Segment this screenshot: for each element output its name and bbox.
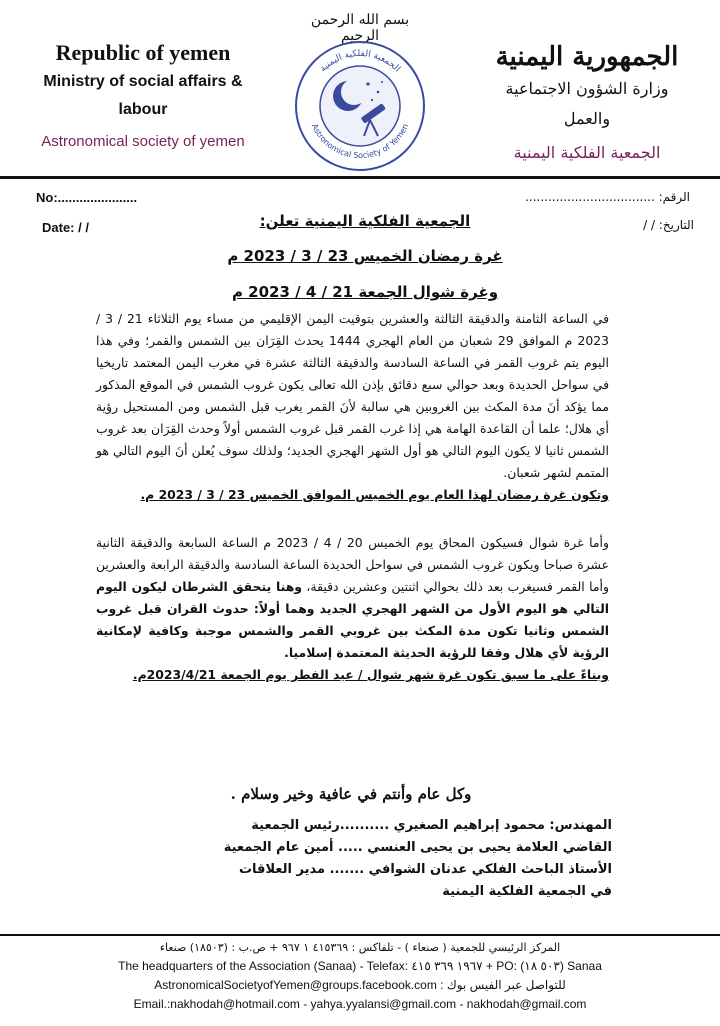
en-society: Astronomical society of yemen (41, 133, 245, 150)
footer-emails: Email.:nakhodah@hotmail.com - yahya.yyalansi@gmail.com - nakhodah@gmail.com (133, 997, 587, 1011)
footer-arabic-address: المركز الرئيسي للجمعية ( صنعاء ) - تلفاكس : ٤١٥٣٦٩ ١ ٩٦٧ + ص.ب : (١٨٥٠٣) صنعاء (159, 941, 561, 954)
signature-relations-director: الأستاذ الباحث الفلكي عدنان الشوافي ....... مدير العلاقات (238, 862, 612, 877)
shawwal-paragraph (96, 532, 609, 664)
signature-organization: في الجمعية الفلكية اليمنية (442, 884, 612, 899)
signature-president: المهندس: محمود إبراهيم الصغيري ..........رئيس الجمعية (251, 818, 612, 833)
bismillah-calligraphy: بسم الله الرحمن الرحيم (310, 12, 410, 44)
shawwal-start-date: وغرة شوال الجمعة 21 / 4 / 2023 م (231, 283, 499, 301)
en-country: Republic of yemen (55, 40, 231, 65)
society-logo (290, 36, 430, 176)
logo-ring-english: Astronomical Society of Yemen (309, 122, 411, 161)
english-date-field: Date: / / (42, 220, 89, 235)
ar-country: الجمهورية اليمنية (495, 42, 679, 72)
ramadan-conclusion: وتكون غرة رمضان لهذا العام يوم الخميس الموافق الخميس 23 / 3 / 2023 م. (140, 487, 609, 502)
arabic-reference-field: الرقم: .................................. (525, 190, 690, 204)
footer-facebook: AstronomicalSocietyofYemen@groups.facebook.com : للتواصل عبر الفيس بوك (154, 978, 566, 992)
footer-contact (0, 938, 720, 1014)
english-letterhead (28, 38, 258, 160)
announcement-title: الجمعية الفلكية اليمنية تعلن: (259, 212, 471, 230)
arabic-letterhead (482, 40, 692, 172)
english-number-field: No:...................... (36, 190, 138, 205)
signature-block (192, 815, 612, 903)
en-ministry: Ministry of social affairs & labour (43, 73, 243, 118)
footer-english-address: The headquarters of the Association (Sanaa) - Telefax: ١٩٦٧ ٣٦٩ ٤١٥ + PO: (٥٠٣ ١٨) Sanaa (118, 959, 602, 973)
header-divider (0, 176, 720, 179)
shawwal-paragraph-text: وأما غرة شوال فسيكون المحاق يوم الخميس 20 / 4 / 2023 م الساعة السابعة والدقيقة الثانية عشرة صباحا ويكون غروب الشمس في سواحل الحديدة الساعة السادسة والدقيقة الرابعة والعشرين وأما القمر فسيغرب بعد ذلك بحوالي اثنتين وعشرين دقيقة، (96, 535, 609, 594)
announcement-body (96, 308, 609, 686)
ar-society: الجمعية الفلكية اليمنية (513, 143, 661, 162)
shawwal-conclusion: وبناءً على ما سبق تكون غرة شهر شوال / عيد الفطر يوم الجمعة 2023/4/21م. (132, 667, 609, 682)
signature-secretary-general: القاضي العلامة يحيى بن يحيى العنسي ..... أمين عام الجمعية (223, 840, 612, 855)
shawwal-conditions: وهنا يتحقق الشرطان ليكون اليوم التالي هو اليوم الأول من الشهر الهجري الجديد وهما أولاً: حدوث القران قبل غروب الشمس وثانيا تكون مدة المكث بين غروبي القمر والشمس موجبة وكافية لإمكانية الرؤية لأي هلال وفقا للرؤية الحديثة المعتمدة إسلاميا. (96, 579, 609, 660)
ramadan-start-date: غرة رمضان الخميس 23 / 3 / 2023 م (227, 247, 503, 265)
arabic-date-field: التاريخ: / / (643, 218, 694, 232)
footer-divider (0, 934, 720, 936)
ar-ministry: وزارة الشؤون الاجتماعية والعمل (505, 79, 669, 128)
logo-ring-arabic: الجمعية الفلكية اليمنية (318, 48, 402, 75)
closing-greeting: وكل عام وأنتم في عافية وخير وسلام . (230, 785, 472, 803)
ramadan-paragraph: في الساعة الثامنة والدقيقة الثالثة والعشرين بتوقيت اليمن الإقليمي من مساء يوم الثلاثاء 21 / 3 / 2023 م الموافق 29 شعبان من العام الهجري 1444 يحدث القِرَان بين الشمس والقمر؛ وفي هذا اليوم يتم غروب القمر في الساعة السادسة والدقيقة الثالثة عشرة في مغرب اليمن المعتمد تاريخيا في سواحل الحديدة وبعد حوالي سبع دقائق بإذن الله تعالى يكون غروب الشمس في الموقع المذكور مما يؤكد أنَ مدة المكث بين الغروبين هي سالبة لأنَ القمر يغرب قبل الشمس ومن المستحيل رؤية أي هلال؛ علما أن القاعدة الهامة هي إذا غرب القمر قبل غروب الشمس أولاً وحدث القِرَان بعد غروب الشمس ثانيا لا يكون اليوم التالي هو أول الشهر الهجري الجديد؛ ولذلك سوف يُعلن أنَ اليوم التالي هو المتمم لشهر شعبان. (96, 311, 610, 480)
